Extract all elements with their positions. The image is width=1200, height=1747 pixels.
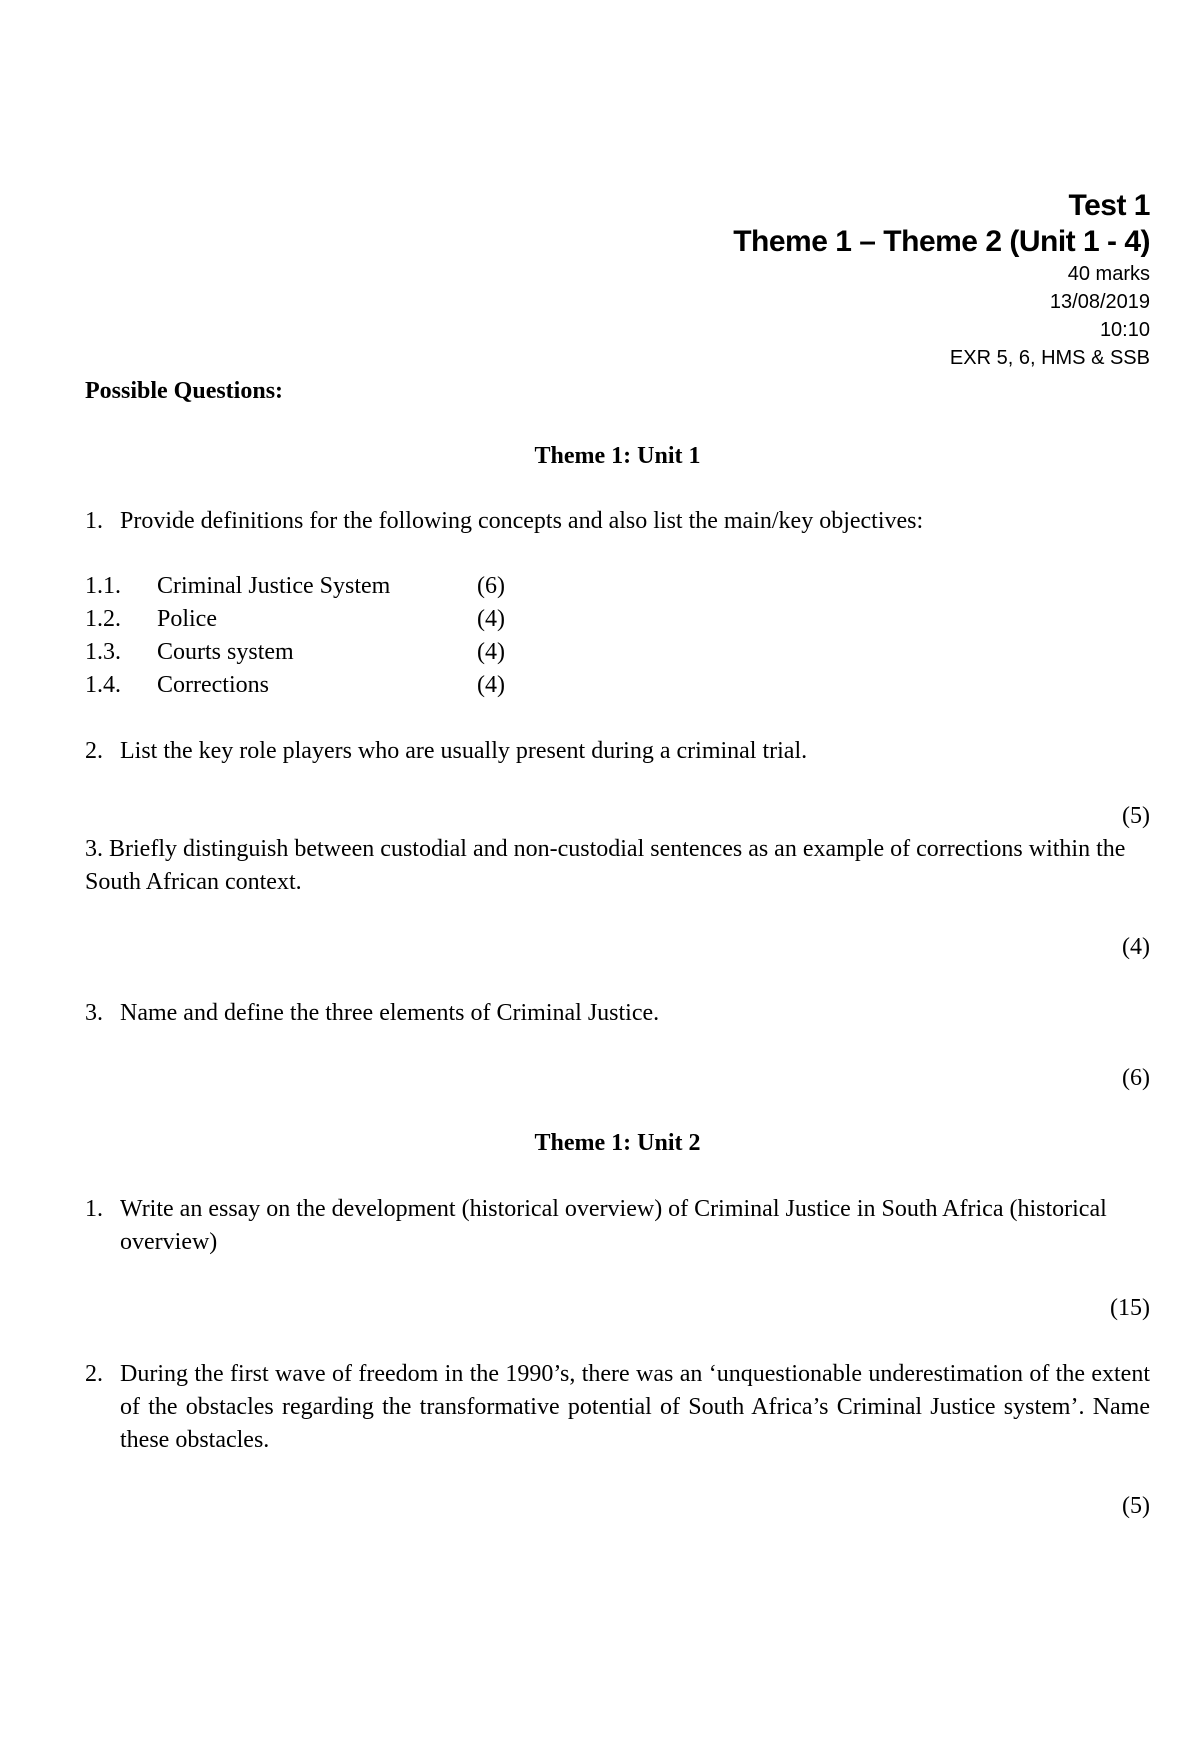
test-subtitle: Theme 1 – Theme 2 (Unit 1 - 4): [733, 225, 1150, 258]
sub-item: [85, 603, 585, 636]
sub-item-number: 1.1.: [85, 573, 121, 599]
unit2-question-2: [85, 1358, 1150, 1457]
unit1-question-3b: [85, 997, 1150, 1030]
sub-item-label: Police: [157, 606, 217, 632]
sub-item-mark: (6): [477, 573, 505, 599]
sub-item-label: Courts system: [157, 639, 294, 665]
sub-item-mark: (4): [477, 672, 505, 698]
sub-item-mark: (4): [477, 606, 505, 632]
test-header: [550, 188, 1150, 372]
sub-item-mark: (4): [477, 639, 505, 665]
unit1-question-2: [85, 735, 1150, 768]
sub-item-number: 1.3.: [85, 639, 121, 665]
question-number: 1.: [85, 1196, 103, 1222]
question-number: 3.: [85, 1000, 103, 1026]
question-mark: (5): [1122, 1493, 1150, 1519]
question-mark: (5): [1122, 803, 1150, 829]
unit1-question-3a: 3. Briefly distinguish between custodial and non-custodial sentences as an example of corrections within the South African context.: [85, 836, 1126, 895]
possible-questions-label: Possible Questions:: [85, 378, 284, 404]
sub-item-number: 1.2.: [85, 606, 121, 632]
question-text: List the key role players who are usually present during a criminal trial.: [120, 738, 808, 764]
question-text: Provide definitions for the following concepts and also list the main/key objectives:: [120, 508, 924, 534]
sub-item-number: 1.4.: [85, 672, 121, 698]
question-text: Name and define the three elements of Criminal Justice.: [120, 1000, 660, 1026]
test-time: 10:10: [1099, 319, 1150, 341]
question-text: Write an essay on the development (historical overview) of Criminal Justice in South Africa (historical overview): [120, 1196, 1107, 1255]
unit1-question-1: [85, 505, 1150, 538]
sub-item: [85, 570, 585, 603]
sub-item: [85, 669, 585, 702]
sub-item-label: Corrections: [157, 672, 269, 698]
sub-item-label: Criminal Justice System: [157, 573, 391, 599]
question-text: During the first wave of freedom in the 1990’s, there was an ‘unquestionable underestimation of the extent of the obstacles regarding the transformative potential of South Africa’s Criminal Justice system’. Name these obstacles.: [120, 1361, 1150, 1453]
question-number: 1.: [85, 508, 103, 534]
test-title: Test 1: [1068, 189, 1150, 222]
total-marks: 40 marks: [1067, 263, 1150, 285]
question-number: 2.: [85, 1361, 103, 1387]
unit2-question-1: [85, 1193, 1150, 1259]
test-date: 13/08/2019: [1049, 291, 1150, 313]
unit1-heading: Theme 1: Unit 1: [534, 443, 701, 469]
unit2-heading: Theme 1: Unit 2: [534, 1130, 701, 1156]
question-mark: (6): [1122, 1065, 1150, 1091]
question-mark: (4): [1122, 934, 1150, 960]
test-groups: EXR 5, 6, HMS & SSB: [949, 347, 1150, 369]
question-mark: (15): [1110, 1295, 1150, 1321]
question-number: 2.: [85, 738, 103, 764]
sub-item: [85, 636, 585, 669]
